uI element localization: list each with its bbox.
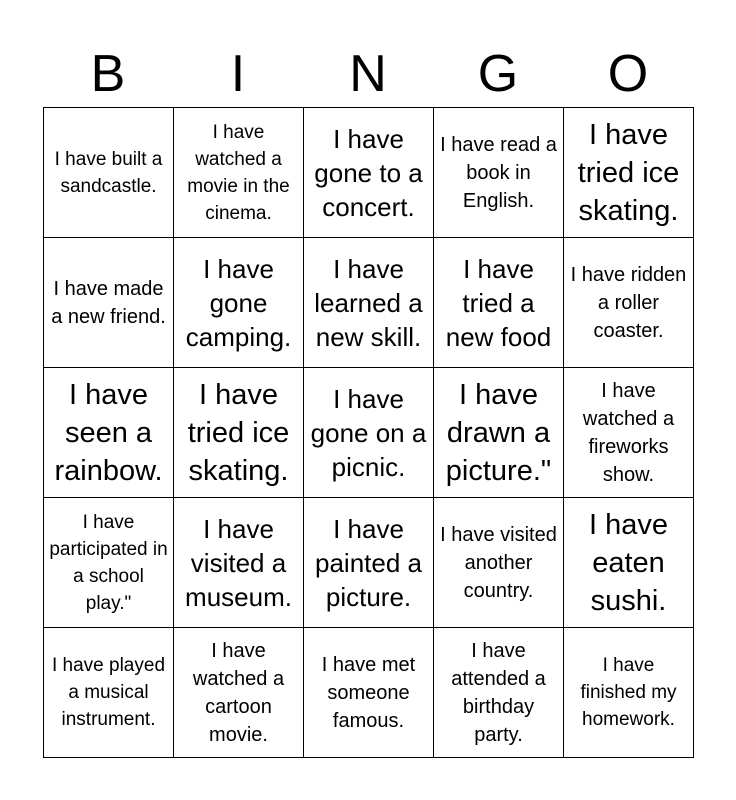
bingo-cell[interactable]: I have tried a new food xyxy=(434,238,564,368)
bingo-cell[interactable]: I have gone camping. xyxy=(174,238,304,368)
bingo-row xyxy=(44,238,694,368)
bingo-cell[interactable]: I have learned a new skill. xyxy=(304,238,434,368)
header-letter-o: O xyxy=(607,45,649,103)
bingo-cell[interactable]: I have gone to a concert. xyxy=(304,108,434,238)
bingo-cell[interactable]: I have finished my homework. xyxy=(564,628,694,758)
bingo-cell[interactable]: I have gone on a picnic. xyxy=(304,368,434,498)
header-letter-g: G xyxy=(477,45,519,103)
bingo-cell[interactable]: I have watched a fireworks show. xyxy=(564,368,694,498)
bingo-cell[interactable]: I have tried ice skating. xyxy=(564,108,694,238)
header-letter-i: I xyxy=(230,45,246,103)
header-letter-n: N xyxy=(349,45,387,103)
bingo-cell[interactable]: I have seen a rainbow. xyxy=(44,368,174,498)
bingo-cell[interactable]: I have eaten sushi. xyxy=(564,498,694,628)
bingo-cell[interactable]: I have tried ice skating. xyxy=(174,368,304,498)
bingo-row xyxy=(44,498,694,628)
bingo-cell[interactable]: I have made a new friend. xyxy=(44,238,174,368)
bingo-cell[interactable]: I have watched a cartoon movie. xyxy=(174,628,304,758)
bingo-cell[interactable]: I have met someone famous. xyxy=(304,628,434,758)
bingo-row xyxy=(44,368,694,498)
bingo-cell[interactable]: I have built a sandcastle. xyxy=(44,108,174,238)
bingo-row xyxy=(44,628,694,758)
bingo-header xyxy=(43,40,693,108)
header-letter-b: B xyxy=(90,45,126,103)
bingo-cell[interactable]: I have watched a movie in the cinema. xyxy=(174,108,304,238)
bingo-cell[interactable]: I have played a musical instrument. xyxy=(44,628,174,758)
bingo-cell[interactable]: I have participated in a school play." xyxy=(44,498,174,628)
bingo-cell[interactable]: I have visited another country. xyxy=(434,498,564,628)
bingo-card-grid xyxy=(43,107,694,758)
bingo-cell[interactable]: I have attended a birthday party. xyxy=(434,628,564,758)
bingo-cell[interactable]: I have drawn a picture." xyxy=(434,368,564,498)
bingo-cell[interactable]: I have ridden a roller coaster. xyxy=(564,238,694,368)
bingo-row xyxy=(44,108,694,238)
bingo-cell[interactable]: I have painted a picture. xyxy=(304,498,434,628)
bingo-cell[interactable]: I have read a book in English. xyxy=(434,108,564,238)
bingo-cell[interactable]: I have visited a museum. xyxy=(174,498,304,628)
